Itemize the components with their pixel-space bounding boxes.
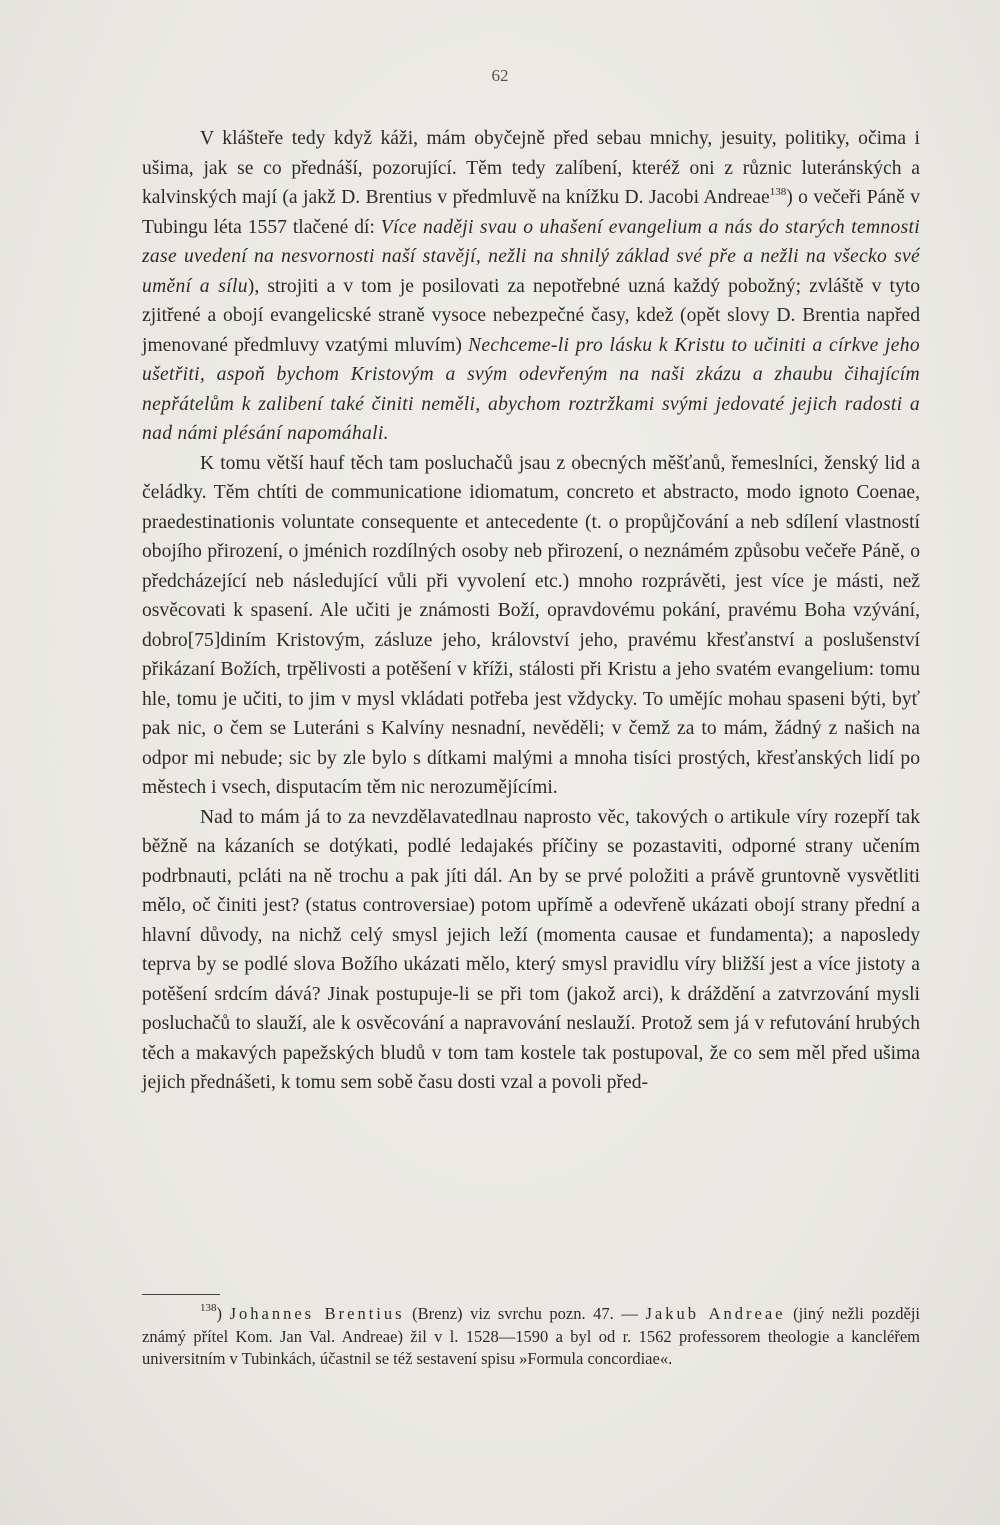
text-run: Nad to mám já to za nevzdělavatedlnau naprosto věc, takových o artikule víry rozepří tak běžně na kázaních se dotýkati, podlé ledajakés příčiny se pozastaviti, odporné strany učením podrbnauti, pcláti na ně trochu a pak jíti dál. An by se prvé položiti a právě gruntovně vysvětliti mělo, oč činiti jest? (status controversiae) potom upřímě a odevřeně ukázati obojí strany přední a hlavní důvody, na nichž celý smysl jejich leží (momenta causae et fundamenta); a naposledy teprva by se podlé slova Božího ukázati mělo, který smysl pravidlu víry bližší jest a více jistoty a potěšení srdcím dává? Jinak postupuje-li se při tom (jakož arci), k dráždění a zatvrzování mysli posluchačů to slauží, ale k osvěcování a napravování neslauží. Protož sem já v refutování hrubých těch a makavých papežských bludů v tom tam kostele tak postupoval, že co sem měl před ušima jejich přednášeti, k tomu sem sobě času dosti vzal a povoli před- <box>142 806 920 1093</box>
footnote-text <box>142 1304 920 1368</box>
page-number: 62 <box>491 66 509 85</box>
paragraph <box>142 124 920 449</box>
text-run: ) o večeři Páně v Tubingu léta 1557 tlačené dí: <box>142 187 921 238</box>
footnote-reference: 138 <box>769 186 787 198</box>
italic-quote: Více naději svau o uhašení evangelium a nás do starých temnosti zase uvedení na nesvornosti naší stavějí, nežli na shnilý základ své pře a nežli na všecko své umění a sílu <box>142 216 920 297</box>
spaced-name: Jakub Andreae <box>645 1304 786 1323</box>
text-run: (Brenz) viz svrchu pozn. 47. — <box>404 1304 646 1323</box>
text-run: ), strojiti a v tom je posilovati za nepotřebné uzná každý pobožný; zvláště v tyto zjitřené a obojí evangelicské straně vysoce nebezpečné časy, kdež (opět slovy D. Brentia napřed jmenované předmluvy vzatými mluvím) <box>142 275 921 356</box>
footnote <box>142 1303 920 1371</box>
text-run: K tomu větší hauf těch tam posluchačů jsau z obecných měšťanů, řemeslníci, ženský lid a čeládky. Těm chtíti de communicatione idiomatum, concreto et abstracto, modo ignoto Coenae, praedestinationis voluntate consequente et antecedente (t. o propůjčování a neb sdílení vlastností obojího přirození, o jménich rozdílných osoby neb přirození, o neznámém způsobu večeře Páně, o předcházející neb následující vůli při vyvolení etc.) mnoho rozprávěti, jest více je másti, než osvěcovati k spasení. Ale učiti je známosti Boží, opravdovému pokání, pravému Boha vzývání, dobro[75]diním Kristovým, zásluze jeho, království jeho, pravému křesťanství a poslušenství přikázaní Božích, trpělivosti a potěšení v kříži, stálosti při Kristu a jeho svatém evangelium: tomu hle, tomu je učiti, to jim v mysl vkládati potřeba jest vždycky. To umějíc mohau spaseni býti, byť pak nic, o čem se Luteráni s Kalvíny nesnadní, nevěděli; v čemž za to mám, žádný z našich na odpor mi nebude; sic by zle bylo s dítkami malými a mnoha tisíci prostých, křesťanských lidí po městech i vsech, disputacím těm nic nerozumějícími. <box>142 452 920 798</box>
footnote-marker: 138 <box>200 1302 217 1314</box>
body-text <box>142 124 920 1098</box>
text-run: (jiný nežli později známý přítel Kom. Jan Val. Andreae) žil v l. 1528—1590 a byl od r. 1562 professorem theologie a kancléřem universitním v Tubinkách, účastnil se též sestavení spisu »Formula concordiae«. <box>142 1304 921 1368</box>
footnote-rule <box>142 1294 220 1295</box>
paragraph <box>142 449 920 803</box>
text-run: ) <box>216 1304 230 1323</box>
footnotes <box>142 1303 920 1371</box>
italic-quote: Nechceme-li pro lásku k Kristu to učiniti a církve jeho ušetřiti, aspoň bychom Kristovým a svým odevřeným na naši zkázu a zhaubu čihajícím nepřátelům k zalibení také činiti neměli, abychom roztržkami svými jedovaté jejich radosti a nad námi plésání napomáhali. <box>142 334 920 444</box>
spaced-name: Johannes Brentius <box>229 1304 405 1323</box>
text-run: V klášteře tedy když káži, mám obyčejně před sebau mnichy, jesuity, politiky, očima i ušima, jak se co přednáší, pozorující. Těm tedy zalíbení, kteréž oni z různic luteránských a kalvinských mají (a jakž D. Brentius v předmluvě na knížku D. Jacobi Andreae <box>142 128 920 208</box>
paragraph <box>142 803 920 1098</box>
